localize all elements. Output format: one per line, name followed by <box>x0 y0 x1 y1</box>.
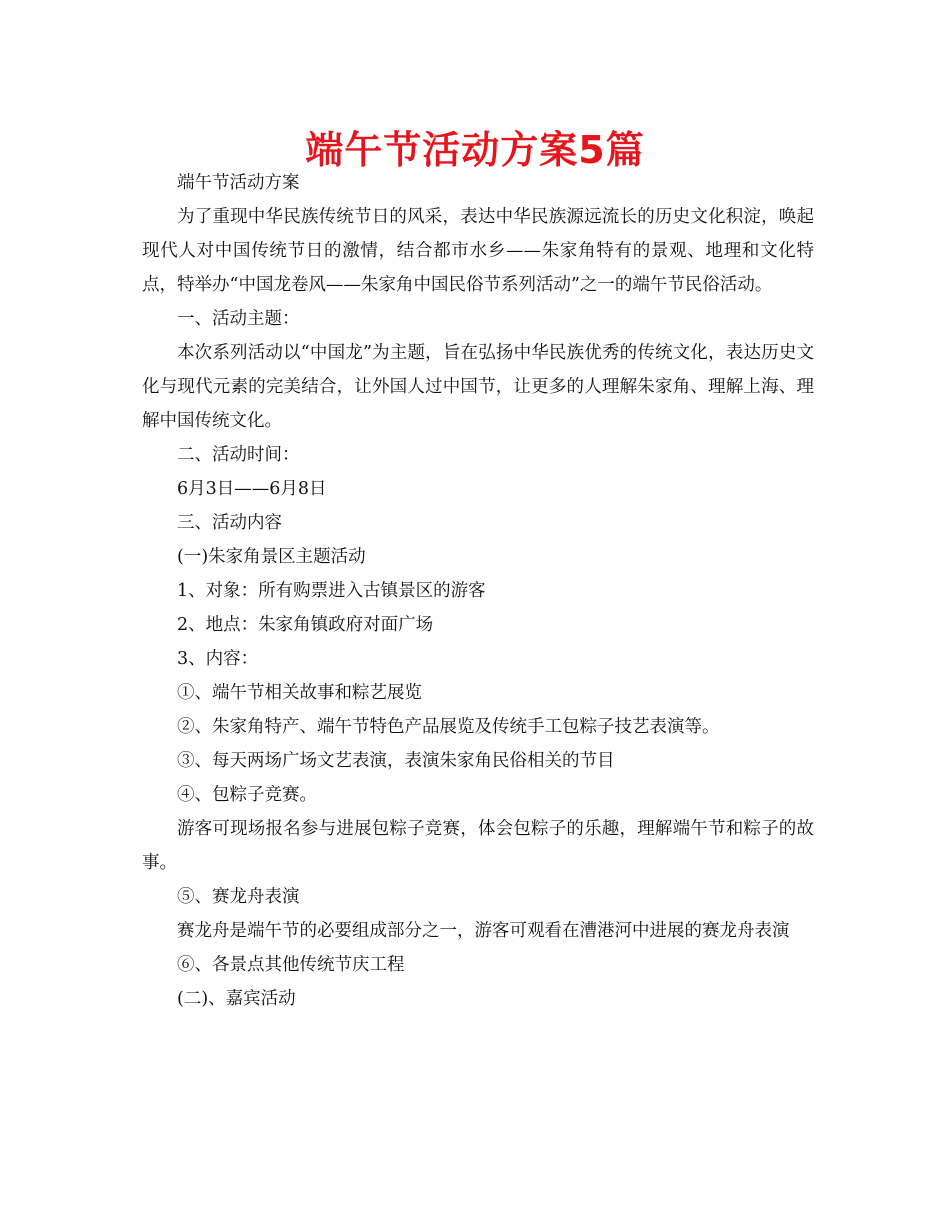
list-item-location: 2、地点：朱家角镇政府对面广场 <box>177 615 434 635</box>
heading-content: 三、活动内容 <box>177 513 282 533</box>
list-item-exhibition: ①、端午节相关故事和粽艺展览 <box>177 683 422 703</box>
paragraph-theme: 本次系列活动以“中国龙”为主题，旨在弘扬中华民族优秀的传统文化，表达历史文化与现代元素的完美结合，让外国人过中国节，让更多的人理解朱家角、理解上海、理解中国传统文化。 <box>142 343 814 431</box>
document-body <box>142 166 814 1016</box>
paragraph-competition: 游客可现场报名参与进展包粽子竞赛，体会包粽子的乐趣，理解端午节和粽子的故事。 <box>142 819 814 873</box>
list-item-competition: ④、包粽子竞赛。 <box>177 785 317 805</box>
paragraph-time: 6月3日——6月8日 <box>177 479 327 499</box>
subheading-guests: (二)、嘉宾活动 <box>177 989 296 1009</box>
heading-theme: 一、活动主题： <box>177 309 300 329</box>
subheading-scenic-area: (一)朱家角景区主题活动 <box>177 547 366 567</box>
list-item-other-events: ⑥、各景点其他传统节庆工程 <box>177 955 405 975</box>
list-item-dragon-boat: ⑤、赛龙舟表演 <box>177 887 300 907</box>
paragraph-dragon-boat: 赛龙舟是端午节的必要组成部分之一，游客可观看在漕港河中进展的赛龙舟表演 <box>177 921 790 941</box>
heading-time: 二、活动时间： <box>177 445 300 465</box>
paragraph-subtitle: 端午节活动方案 <box>177 173 300 193</box>
document-title: 端午节活动方案5篇 <box>305 128 645 172</box>
list-item-content: 3、内容： <box>177 649 259 669</box>
list-item-products: ②、朱家角特产、端午节特色产品展览及传统手工包粽子技艺表演等。 <box>177 717 720 737</box>
list-item-audience: 1、对象：所有购票进入古镇景区的游客 <box>177 581 486 601</box>
list-item-performance: ③、每天两场广场文艺表演，表演朱家角民俗相关的节目 <box>177 751 615 771</box>
paragraph-intro: 为了重现中华民族传统节日的风采，表达中华民族源远流长的历史文化积淀，唤起现代人对中国传统节日的激情，结合都市水乡——朱家角特有的景观、地理和文化特点，特举办“中国龙卷风——朱家角中国民俗节系列活动”之一的端午节民俗活动。 <box>142 207 814 295</box>
